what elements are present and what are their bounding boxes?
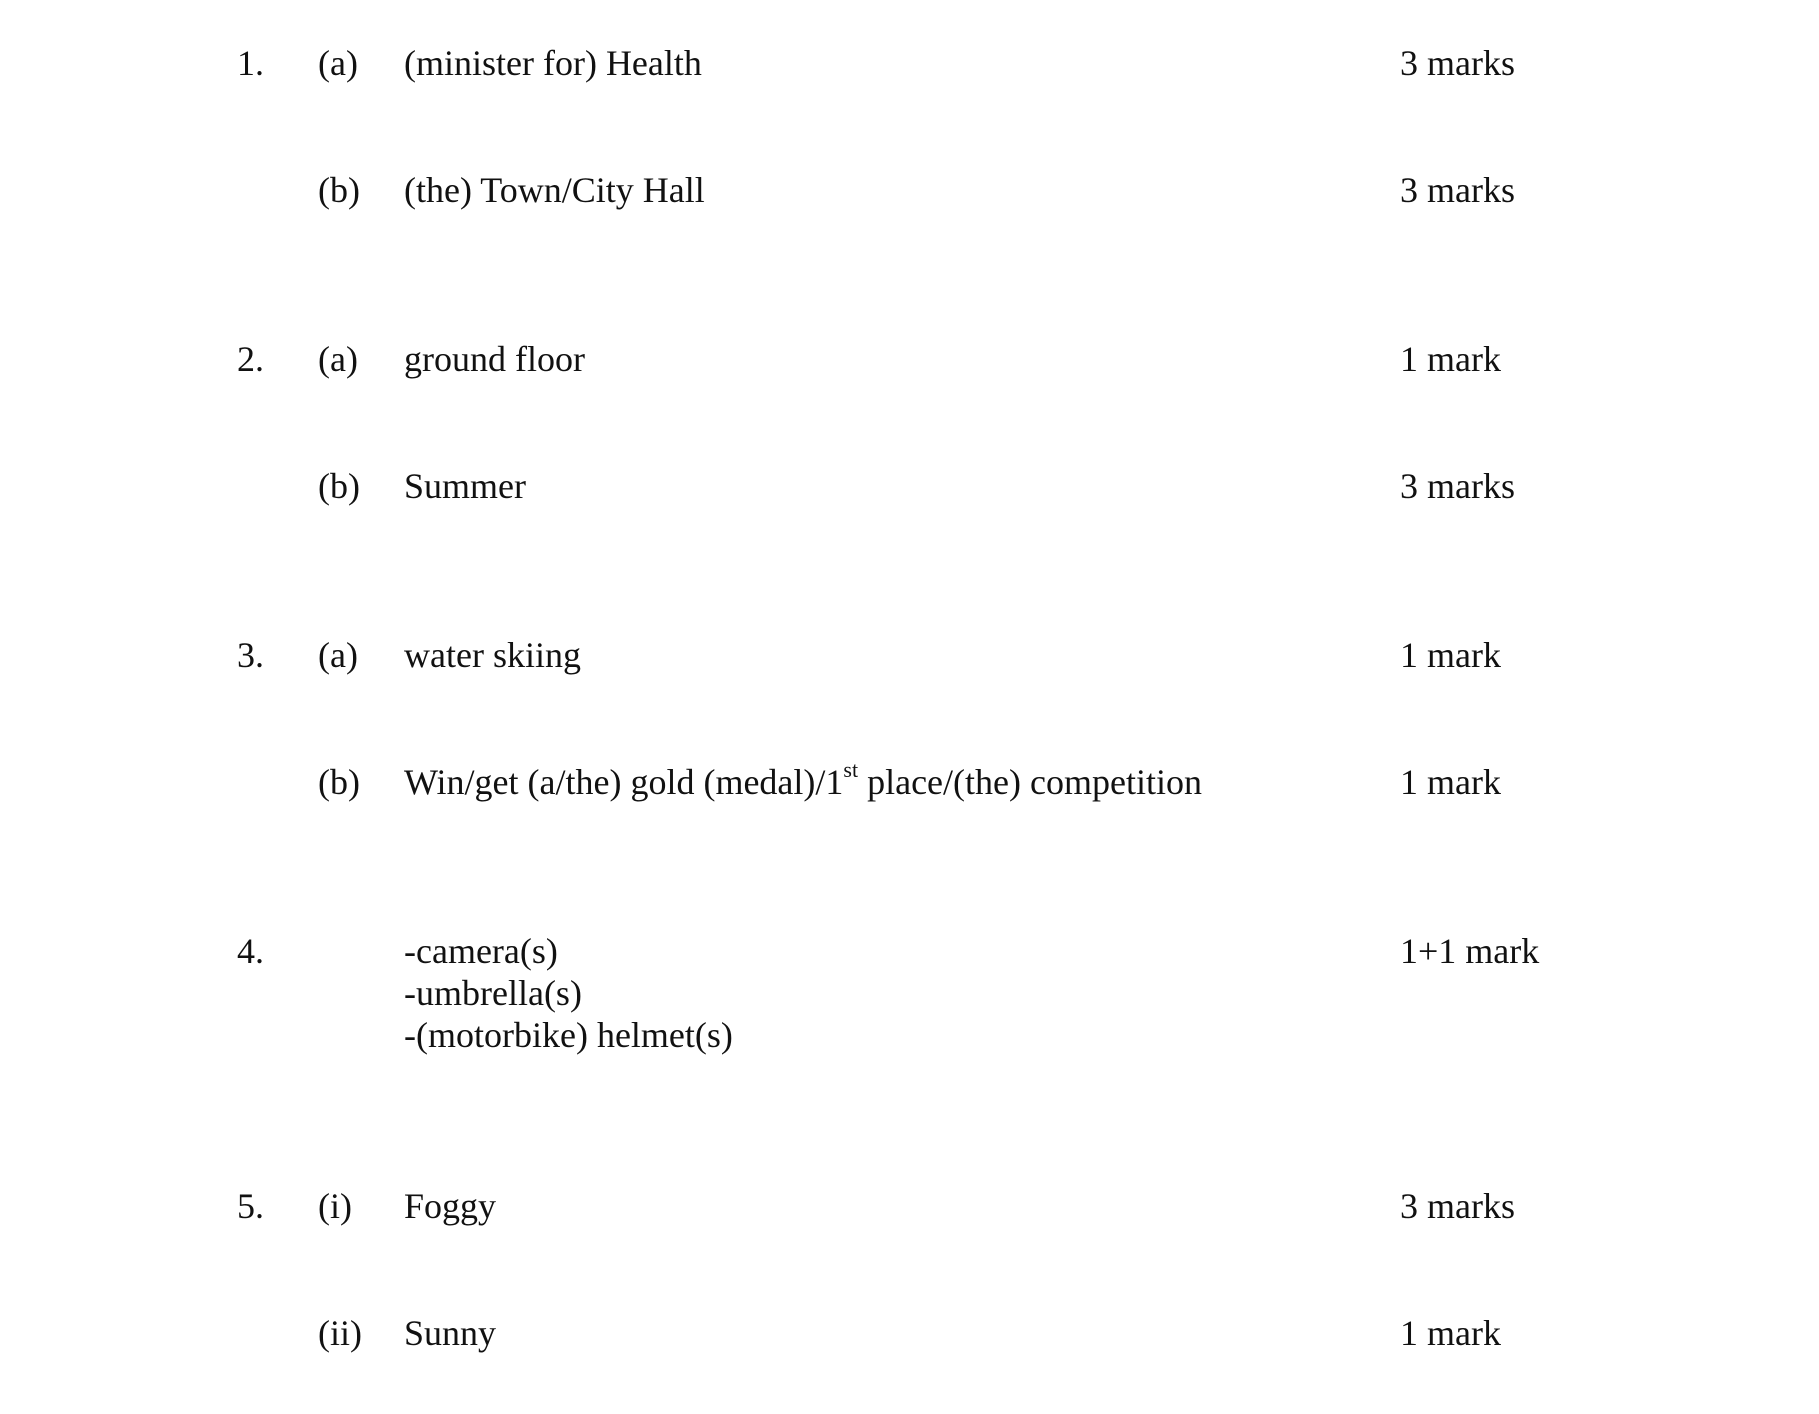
answer-text-end: place/(the) competition — [858, 762, 1202, 802]
part-label: (b) — [318, 170, 360, 210]
marks-value: 1+1 mark — [1400, 931, 1540, 971]
answer-text: (minister for) Health — [404, 43, 702, 83]
part-label: (i) — [318, 1186, 352, 1226]
part-label: (b) — [318, 466, 360, 506]
ordinal-suffix: st — [843, 757, 859, 782]
answer-text: water skiing — [404, 635, 581, 675]
marks-value: 3 marks — [1400, 466, 1515, 506]
marks-value: 1 mark — [1400, 339, 1501, 379]
marks-value: 1 mark — [1400, 635, 1501, 675]
answer-text: ground floor — [404, 339, 585, 379]
answer-text: Foggy — [404, 1186, 497, 1226]
part-label: (a) — [318, 635, 358, 675]
answer-text: Summer — [404, 466, 526, 506]
marks-value: 1 mark — [1400, 1313, 1501, 1353]
part-label: (a) — [318, 339, 358, 379]
answer-line: -(motorbike) helmet(s) — [404, 1015, 733, 1055]
part-label: (b) — [318, 762, 360, 802]
marks-value: 3 marks — [1400, 170, 1515, 210]
question-number: 3. — [237, 635, 264, 675]
answer-list — [404, 930, 733, 1056]
answer-line: -camera(s) — [404, 931, 558, 971]
question-number: 1. — [237, 43, 264, 83]
answer-text-start: Win/get (a/the) gold (medal)/1 — [404, 762, 844, 802]
marks-value: 3 marks — [1400, 43, 1515, 83]
answer-text — [404, 757, 1202, 803]
part-label: (a) — [318, 43, 358, 83]
question-number: 4. — [237, 931, 264, 971]
marks-value: 1 mark — [1400, 762, 1501, 802]
question-number: 2. — [237, 339, 264, 379]
part-label: (ii) — [318, 1313, 362, 1353]
question-number: 5. — [237, 1186, 264, 1226]
answer-text: Sunny — [404, 1313, 497, 1353]
answer-text: (the) Town/City Hall — [404, 170, 705, 210]
answer-line: -umbrella(s) — [404, 973, 582, 1013]
marks-value: 3 marks — [1400, 1186, 1515, 1226]
